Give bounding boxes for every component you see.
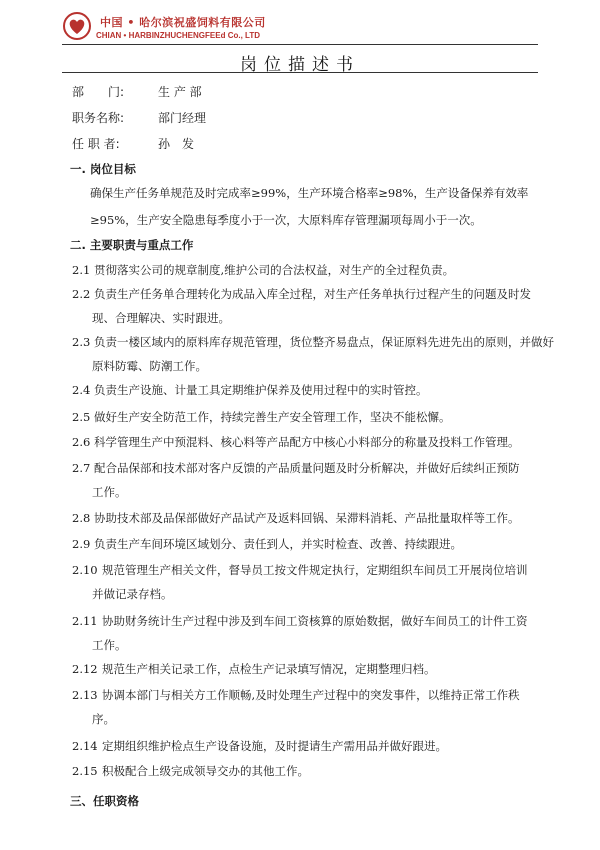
duty-number: 2.10 xyxy=(72,563,98,577)
duty-number: 2.2 xyxy=(72,287,91,301)
duty-text-line: 负责生产车间环境区域划分、责任到人，并实时检查、改善、持续跟进。 xyxy=(94,537,462,551)
duty-text-line: 序。 xyxy=(92,712,115,726)
duty-text-line: 并做记录存档。 xyxy=(92,587,173,601)
duty-text-line: 现、合理解决、实时跟进。 xyxy=(92,311,230,325)
header-divider xyxy=(62,44,538,45)
duty-text-line: 工作。 xyxy=(92,638,127,652)
company-logo-icon xyxy=(62,11,92,41)
duty-text-line: 贯彻落实公司的规章制度,维护公司的合法权益，对生产的全过程负责。 xyxy=(94,263,455,277)
position-value: 部门经理 xyxy=(158,111,207,125)
duty-number: 2.13 xyxy=(72,688,98,702)
duty-text-line: 配合品保部和技术部对客户反馈的产品质量问题及时分析解决，并做好后续纠正预防 xyxy=(94,461,520,475)
duty-text-line: 规范生产相关记录工作，点检生产记录填写情况，定期整理归档。 xyxy=(102,662,436,676)
section-heading-qualifications: 三、任职资格 xyxy=(70,794,139,808)
duty-text-line: 负责生产设施、计量工具定期维护保养及使用过程中的实时管控。 xyxy=(94,383,428,397)
incumbent-label: 任 职 者: xyxy=(72,137,120,151)
goals-line-2: ≥95%，生产安全隐患每季度小于一次，大原料库存管理漏项每周小于一次。 xyxy=(90,213,482,227)
duty-text-line: 规范管理生产相关文件，督导员工按文件规定执行，定期组织车间员工开展岗位培训 xyxy=(102,563,528,577)
duty-text-line: 原料防霉、防潮工作。 xyxy=(92,359,207,373)
duty-text-line: 负责一楼区域内的原料库存规范管理，货位整齐易盘点，保证原料先进先出的原则，并做好 xyxy=(94,335,554,349)
section-heading-duties: 二. 主要职责与重点工作 xyxy=(70,238,194,252)
duty-text-line: 负责生产任务单合理转化为成品入库全过程，对生产任务单执行过程产生的问题及时发 xyxy=(94,287,531,301)
duty-text-line: 协助技术部及品保部做好产品试产及返料回锅、呆滞料消耗、产品批量取样等工作。 xyxy=(94,511,520,525)
department-value: 生 产 部 xyxy=(158,85,202,99)
duty-text-line: 积极配合上级完成领导交办的其他工作。 xyxy=(102,764,309,778)
duty-text-line: 做好生产安全防范工作，持续完善生产安全管理工作，坚决不能松懈。 xyxy=(94,410,451,424)
duty-number: 2.8 xyxy=(72,511,91,525)
section-heading-goals: 一. 岗位目标 xyxy=(70,162,136,176)
duty-number: 2.9 xyxy=(72,537,91,551)
department-label: 部 门: xyxy=(72,85,125,99)
duty-text-line: 协调本部门与相关方工作顺畅,及时处理生产过程中的突发事件，以维持正常工作秩 xyxy=(102,688,520,702)
duty-number: 2.14 xyxy=(72,739,98,753)
duty-text-line: 定期组织维护检点生产设备设施，及时提请生产需用品并做好跟进。 xyxy=(102,739,447,753)
duty-number: 2.3 xyxy=(72,335,91,349)
duty-number: 2.4 xyxy=(72,383,91,397)
duty-text-line: 工作。 xyxy=(92,485,127,499)
goals-line-1: 确保生产任务单规范及时完成率≥99%，生产环境合格率≥98%，生产设备保养有效率 xyxy=(90,186,529,200)
company-name-en: CHIAN • HARBINZHUCHENGFEEd Co., LTD xyxy=(96,31,260,40)
incumbent-value: 孙 发 xyxy=(158,137,195,151)
duty-number: 2.15 xyxy=(72,764,98,778)
duty-number: 2.12 xyxy=(72,662,98,676)
duty-number: 2.1 xyxy=(72,263,91,277)
company-name-cn: 中国 • 哈尔滨祝盛饲料有限公司 xyxy=(100,16,266,29)
duty-text-line: 协助财务统计生产过程中涉及到车间工资核算的原始数据，做好车间员工的计件工资 xyxy=(102,614,528,628)
duty-number: 2.6 xyxy=(72,435,91,449)
document-title: 岗位描述书 xyxy=(240,55,360,75)
duty-number: 2.7 xyxy=(72,461,91,475)
position-label: 职务名称: xyxy=(72,111,125,125)
duty-text-line: 科学管理生产中预混料、核心料等产品配方中核心小料部分的称量及投料工作管理。 xyxy=(94,435,520,449)
title-divider xyxy=(62,72,538,73)
duty-number: 2.5 xyxy=(72,410,91,424)
letterhead xyxy=(62,8,502,48)
duty-number: 2.11 xyxy=(72,614,98,628)
